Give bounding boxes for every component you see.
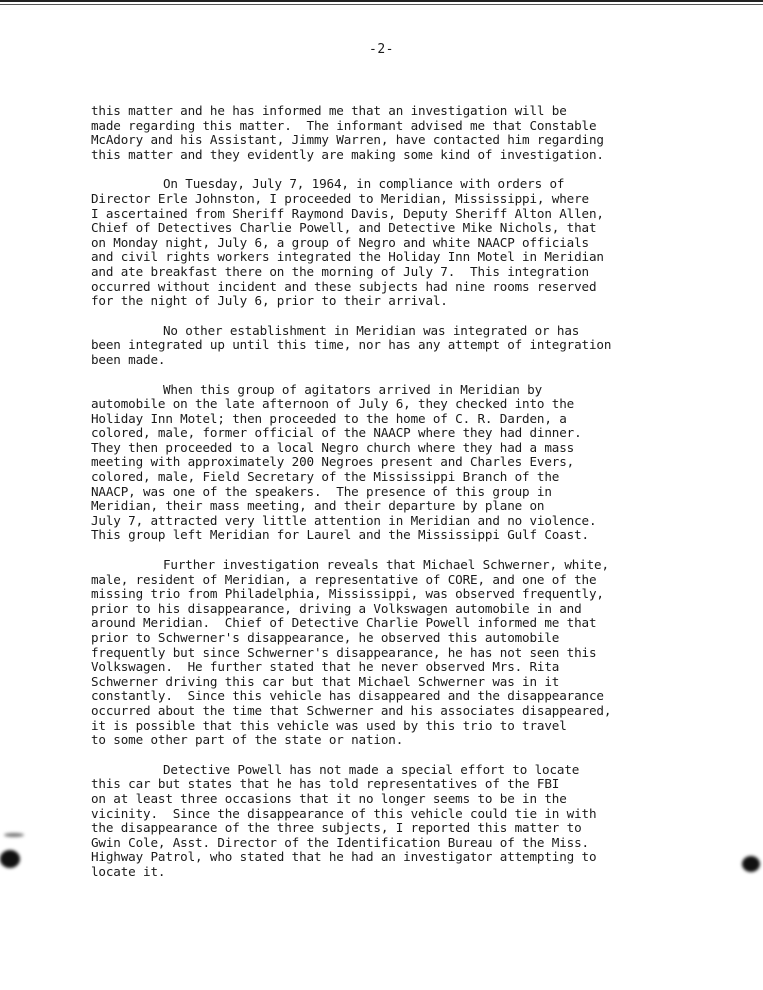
text-line: Further investigation reveals that Michael Schwerner, white, — [163, 558, 609, 573]
text-line: This group left Meridian for Laurel and the Mississippi Gulf Coast. — [91, 528, 589, 543]
paragraph — [91, 104, 726, 162]
text-line: frequently but since Schwerner's disappearance, he has not seen this — [91, 645, 597, 660]
text-line: occurred without incident and these subjects had nine rooms reserved — [91, 279, 597, 294]
scan-mark — [4, 833, 24, 837]
text-line: meeting with approximately 200 Negroes present and Charles Evers, — [91, 455, 575, 470]
text-line: the disappearance of the three subjects, I reported this matter to — [91, 821, 582, 836]
text-line: made regarding this matter. The informant advised me that Constable — [91, 118, 597, 133]
text-line: missing trio from Philadelphia, Mississippi, was observed frequently, — [91, 587, 604, 602]
text-line: this matter and he has informed me that an investigation will be — [91, 104, 567, 118]
text-line: and ate breakfast there on the morning of July 7. This integration — [91, 264, 589, 279]
text-line: this matter and they evidently are making some kind of investigation. — [91, 147, 604, 162]
text-line: been made. — [91, 352, 166, 367]
text-line: colored, male, former official of the NAACP where they had dinner. — [91, 426, 582, 441]
text-line: Schwerner driving this car but that Michael Schwerner was in it — [91, 674, 560, 689]
text-line: on Monday night, July 6, a group of Negro and white NAACP officials — [91, 235, 589, 250]
text-line: Highway Patrol, who stated that he had an investigator attempting to — [91, 850, 597, 865]
text-line: been integrated up until this time, nor has any attempt of integration — [91, 338, 612, 353]
text-line: No other establishment in Meridian was integrated or has — [163, 323, 580, 338]
scan-smudge — [742, 856, 760, 872]
text-line: occurred about the time that Schwerner and his associates disappeared, — [91, 703, 612, 718]
scan-smudge — [0, 850, 20, 868]
text-line: it is possible that this vehicle was used by this trio to travel — [91, 718, 567, 733]
text-line: colored, male, Field Secretary of the Mississippi Branch of the — [91, 470, 560, 485]
text-line: Detective Powell has not made a special effort to locate — [163, 762, 580, 777]
text-line: around Meridian. Chief of Detective Charlie Powell informed me that — [91, 616, 597, 631]
text-line: to some other part of the state or nation. — [91, 733, 404, 748]
text-line: on at least three occasions that it no longer seems to be in the — [91, 791, 567, 806]
text-line: and civil rights workers integrated the Holiday Inn Motel in Meridian — [91, 250, 604, 265]
text-line: locate it. — [91, 864, 166, 879]
text-line: Holiday Inn Motel; then proceeded to the home of C. R. Darden, a — [91, 411, 567, 426]
text-line: Chief of Detectives Charlie Powell, and Detective Mike Nichols, that — [91, 221, 597, 236]
top-border-line — [0, 0, 763, 6]
text-line: constantly. Since this vehicle has disappeared and the disappearance — [91, 689, 604, 704]
text-line: Meridian, their mass meeting, and their departure by plane on — [91, 499, 545, 514]
text-line: prior to his disappearance, driving a Volkswagen automobile in and — [91, 601, 582, 616]
paragraph — [91, 324, 726, 368]
text-line: On Tuesday, July 7, 1964, in compliance with orders of — [163, 177, 565, 192]
text-line: male, resident of Meridian, a representative of CORE, and one of the — [91, 572, 597, 587]
text-line: automobile on the late afternoon of July 6, they checked into the — [91, 397, 575, 412]
text-line: prior to Schwerner's disappearance, he observed this automobile — [91, 631, 560, 645]
paragraph — [91, 383, 726, 544]
paragraph — [91, 177, 726, 308]
text-line: I ascertained from Sheriff Raymond Davis, Deputy Sheriff Alton Allen, — [91, 206, 604, 221]
paragraph — [91, 763, 726, 880]
text-line: July 7, attracted very little attention in Meridian and no violence. — [91, 513, 597, 528]
document-body — [91, 104, 726, 895]
text-line: Gwin Cole, Asst. Director of the Identification Bureau of the Miss. — [91, 835, 589, 850]
text-line: vicinity. Since the disappearance of this vehicle could tie in with — [91, 806, 597, 821]
paragraph — [91, 558, 726, 748]
text-line: this car but states that he has told representatives of the FBI — [91, 777, 560, 792]
text-line: When this group of agitators arrived in Meridian by — [163, 382, 543, 397]
text-line: NAACP, was one of the speakers. The presence of this group in — [91, 484, 552, 499]
page-number: -2- — [369, 42, 394, 57]
text-line: for the night of July 6, prior to their arrival. — [91, 294, 448, 309]
text-line: They then proceeded to a local Negro church where they had a mass — [91, 440, 575, 455]
text-line: Director Erle Johnston, I proceeded to Meridian, Mississippi, where — [91, 191, 589, 206]
text-line: Volkswagen. He further stated that he never observed Mrs. Rita — [91, 660, 560, 675]
text-line: McAdory and his Assistant, Jimmy Warren, have contacted him regarding — [91, 133, 604, 148]
